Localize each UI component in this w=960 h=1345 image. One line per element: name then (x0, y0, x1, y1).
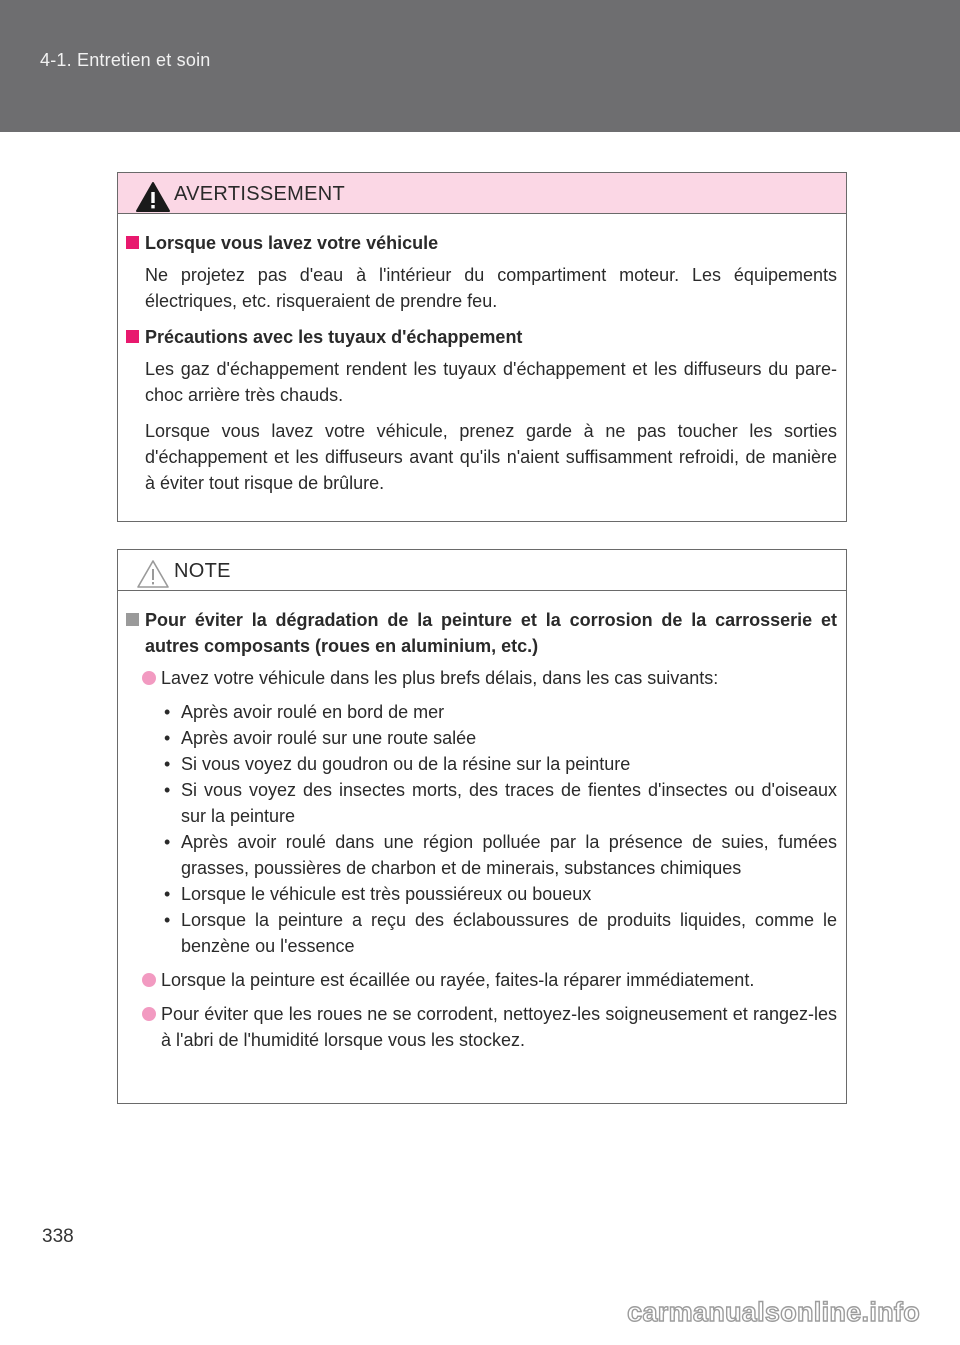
bullet-dot: • (164, 884, 171, 904)
list-item (164, 751, 837, 777)
warning-header (118, 173, 846, 214)
list-item (164, 907, 837, 959)
watermark: carmanualsonline.info (627, 1297, 920, 1327)
warning-box (117, 172, 847, 522)
bullet-dot: • (164, 728, 171, 748)
list-item-text: Après avoir roulé sur une route salée (181, 728, 477, 748)
bullet-list (164, 699, 837, 959)
note-body (126, 607, 837, 1061)
warning-label: AVERTISSEMENT (174, 183, 345, 205)
circle-bullet-icon (142, 973, 156, 987)
warning-paragraph: Ne projetez pas d'eau à l'intérieur du compartiment moteur. Les équipements électriques, etc. risqueraient de prendre feu. (145, 265, 837, 311)
bullet-dot: • (164, 780, 171, 800)
list-item (164, 699, 837, 725)
note-label: NOTE (174, 560, 231, 582)
note-box (117, 549, 847, 1104)
list-item (164, 725, 837, 751)
warning-subheading-text: Précautions avec les tuyaux d'échappement (145, 327, 523, 347)
warning-subheading (126, 230, 837, 256)
note-point (142, 665, 837, 691)
note-subheading (126, 607, 837, 659)
list-item-text: Lorsque la peinture a reçu des éclaboussures de produits liquides, comme le benzène ou l'essence (181, 910, 837, 956)
list-item-text: Après avoir roulé dans une région polluée par la présence de suies, fumées grasses, poussières de charbon et de minerais, substances chimiques (181, 832, 837, 878)
note-point (142, 967, 837, 993)
square-bullet-icon (126, 330, 139, 343)
square-bullet-icon (126, 236, 139, 249)
note-point-text: Lorsque la peinture est écaillée ou rayée, faites-la réparer immédiatement. (161, 970, 755, 990)
circle-bullet-icon (142, 671, 156, 685)
list-item-text: Si vous voyez du goudron ou de la résine sur la peinture (181, 754, 631, 774)
list-item-text: Si vous voyez des insectes morts, des traces de fientes d'insectes ou d'oiseaux sur la peinture (181, 780, 837, 826)
circle-bullet-icon (142, 1007, 156, 1021)
caution-triangle-outline-icon (135, 558, 171, 590)
note-point-text: Pour éviter que les roues ne se corrodent, nettoyez-les soigneusement et rangez-les à l'abri de l'humidité lorsque vous les stockez. (161, 1004, 837, 1050)
bullet-dot: • (164, 754, 171, 774)
list-item (164, 829, 837, 881)
warning-subheading (126, 324, 837, 350)
list-item (164, 881, 837, 907)
warning-body (126, 230, 837, 506)
warning-paragraph: Lorsque vous lavez votre véhicule, prenez garde à ne pas toucher les sorties d'échappement et les diffuseurs avant qu'ils n'aient suffisamment refroidi, de manière à éviter tout risque de brûlure. (145, 421, 837, 493)
warning-paragraph: Les gaz d'échappement rendent les tuyaux d'échappement et les diffuseurs du pare-choc arrière très chauds. (145, 359, 837, 405)
list-item-text: Lorsque le véhicule est très poussiéreux ou boueux (181, 884, 592, 904)
bullet-dot: • (164, 702, 171, 722)
warning-subheading-text: Lorsque vous lavez votre véhicule (145, 233, 439, 253)
note-header (118, 550, 846, 591)
list-item-text: Après avoir roulé en bord de mer (181, 702, 445, 722)
page-number: 338 (42, 1226, 74, 1247)
bullet-dot: • (164, 910, 171, 930)
square-bullet-icon (126, 613, 139, 626)
bullet-dot: • (164, 832, 171, 852)
warning-triangle-icon (135, 181, 171, 213)
note-subheading-text: Pour éviter la dégradation de la peinture et la corrosion de la carrosserie et autres composants (roues en aluminium, etc.) (145, 610, 837, 656)
note-point (142, 1001, 837, 1053)
section-title: 4-1. Entretien et soin (40, 50, 211, 70)
header-bar (0, 0, 960, 132)
note-point-text: Lavez votre véhicule dans les plus brefs délais, dans les cas suivants: (161, 668, 719, 688)
list-item (164, 777, 837, 829)
